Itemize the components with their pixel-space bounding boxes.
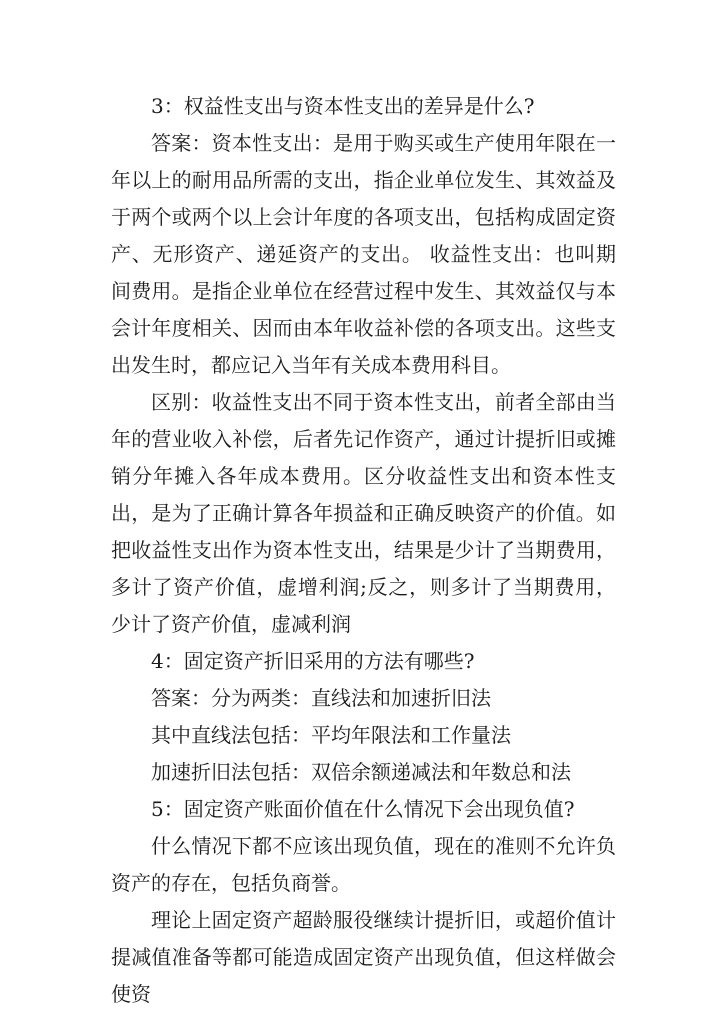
question-5-heading: 5：固定资产账面价值在什么情况下会出现负值? [151, 797, 575, 821]
theory-paragraph: 理论上固定资产超龄服役继续计提折旧，或超价值计提减值准备等都可能造成固定资产出现负值，但这样做会使资 [111, 908, 616, 1006]
answer-3-paragraph: 答案：资本性支出：是用于购买或生产使用年限在一年以上的耐用品所需的支出，指企业单位发生、其效益及于两个或两个以上会计年度的各项支出，包括构成固定资产、无形资产、递延资产的支出。 收益性支出：也叫期间费用。是指企业单位在经营过程中发生、其效益仅与本会计年度相关、因而由本年收益补偿的各项支出。这些支出发生时，都应记入当年有关成本费用科目。 [111, 131, 616, 377]
answer-4-paragraph: 答案：分为两类：直线法和加速折旧法 [151, 686, 491, 710]
document-body [111, 88, 616, 1013]
answer-5-paragraph: 什么情况下都不应该出现负值，现在的准则不允许负资产的存在，包括负商誉。 [111, 834, 616, 895]
straight-line-methods-paragraph: 其中直线法包括：平均年限法和工作量法 [151, 723, 511, 747]
difference-paragraph: 区别：收益性支出不同于资本性支出，前者全部由当年的营业收入补偿，后者先记作资产，通过计提折旧或摊销分年摊入各年成本费用。区分收益性支出和资本性支出，是为了正确计算各年损益和正确反映资产的价值。如把收益性支出作为资本性支出，结果是少计了当期费用，多计了资产价值，虚增利润;反之，则多计了当期费用，少计了资产价值，虚减利润 [111, 390, 616, 636]
question-4-heading: 4：固定资产折旧采用的方法有哪些? [151, 649, 475, 673]
accelerated-methods-paragraph: 加速折旧法包括：双倍余额递减法和年数总和法 [151, 760, 571, 784]
question-3-heading: 3：权益性支出与资本性支出的差异是什么? [151, 94, 535, 118]
